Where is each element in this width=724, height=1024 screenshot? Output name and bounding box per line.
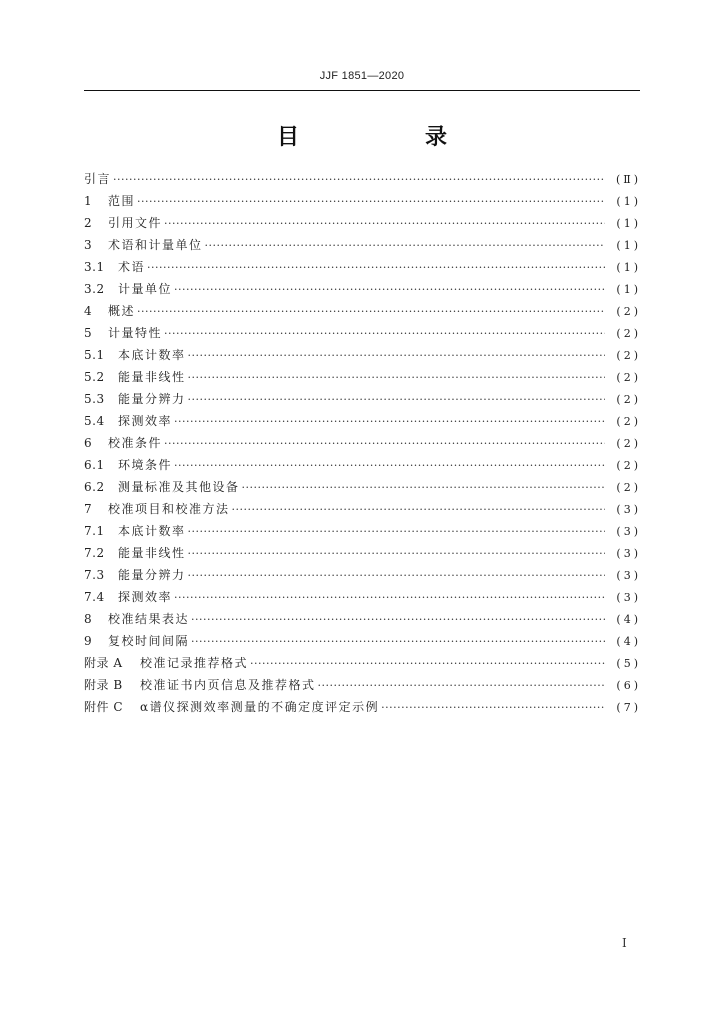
dot-leader — [318, 675, 605, 697]
toc-entry-number: 7 — [84, 502, 93, 516]
toc-entry-title: 探测效率 — [118, 414, 173, 428]
toc-entry[interactable] — [84, 432, 641, 454]
toc-entry-page: (2) — [616, 305, 641, 318]
toc-entry-page: (7) — [616, 701, 641, 714]
toc-entry-title: 能量非线性 — [118, 370, 186, 384]
toc-entry[interactable] — [84, 366, 641, 388]
dot-leader — [164, 433, 605, 455]
toc-entry-title: 计量单位 — [118, 282, 173, 296]
toc-entry-title: 校准结果表达 — [108, 612, 190, 626]
dot-leader — [250, 653, 605, 675]
toc-entry-page: (2) — [616, 327, 641, 340]
toc-entry-number: 6.1 — [84, 458, 105, 472]
toc-entry-number: 7.1 — [84, 524, 105, 538]
dot-leader — [242, 477, 605, 499]
toc-entry-number: 附件 C — [84, 700, 123, 714]
toc-entry-number: 3.1 — [84, 260, 105, 274]
toc-entry-title: 引言 — [84, 172, 112, 186]
toc-entry-title: 校准证书内页信息及推荐格式 — [140, 678, 316, 692]
toc-entry-title: 范围 — [108, 194, 136, 208]
toc-entry-number: 5.4 — [84, 414, 105, 428]
toc-entry-number: 附录 B — [84, 678, 123, 692]
dot-leader — [188, 521, 605, 543]
toc-entry-number: 5.1 — [84, 348, 105, 362]
toc-entry-page: (1) — [616, 195, 641, 208]
toc-entry-number: 2 — [84, 216, 93, 230]
toc-entry-page: (4) — [616, 635, 641, 648]
dot-leader — [191, 631, 605, 653]
toc-entry-page: (1) — [616, 283, 641, 296]
toc-entry[interactable] — [84, 212, 641, 234]
toc-entry-title: 环境条件 — [118, 458, 173, 472]
page-number: I — [622, 936, 627, 950]
toc-entry-number: 6 — [84, 436, 93, 450]
toc-entry-number: 7.2 — [84, 546, 105, 560]
toc-entry-title: 本底计数率 — [118, 524, 186, 538]
toc-entry-page: (3) — [616, 591, 641, 604]
dot-leader — [164, 213, 605, 235]
toc-entry-title: 能量分辨力 — [118, 568, 186, 582]
toc-entry-title: 计量特性 — [108, 326, 163, 340]
toc-entry-page: (1) — [616, 217, 641, 230]
toc-entry[interactable] — [84, 608, 641, 630]
toc-entry-number: 5 — [84, 326, 93, 340]
toc-entry-title: 概述 — [108, 304, 136, 318]
toc-entry-title: 校准项目和校准方法 — [108, 502, 230, 516]
standard-code-header: JJF 1851—2020 — [319, 70, 405, 82]
dot-leader — [164, 323, 605, 345]
toc-entry-page: (Ⅱ) — [615, 173, 641, 186]
toc-entry[interactable] — [84, 476, 641, 498]
toc-entry-number: 3 — [84, 238, 93, 252]
toc-entry-number: 7.3 — [84, 568, 105, 582]
dot-leader — [188, 345, 605, 367]
toc-entry-number: 5.3 — [84, 392, 105, 406]
toc-entry-page: (1) — [616, 239, 641, 252]
toc-entry-page: (1) — [616, 261, 641, 274]
toc-entry-number: 4 — [84, 304, 93, 318]
toc-entry-page: (6) — [616, 679, 641, 692]
dot-leader — [113, 169, 605, 191]
dot-leader — [205, 235, 605, 257]
dot-leader — [174, 455, 605, 477]
table-of-contents — [84, 168, 641, 718]
dot-leader — [381, 697, 605, 719]
toc-entry-page: (4) — [616, 613, 641, 626]
toc-entry[interactable] — [84, 322, 641, 344]
toc-entry-title: 能量分辨力 — [118, 392, 186, 406]
toc-entry[interactable] — [84, 256, 641, 278]
toc-entry-page: (3) — [616, 503, 641, 516]
dot-leader — [188, 565, 605, 587]
dot-leader — [137, 191, 605, 213]
dot-leader — [137, 301, 605, 323]
toc-entry-title: 本底计数率 — [118, 348, 186, 362]
toc-entry-page: (2) — [616, 393, 641, 406]
toc-entry-page: (2) — [616, 349, 641, 362]
toc-entry[interactable] — [84, 278, 641, 300]
toc-entry-title: 能量非线性 — [118, 546, 186, 560]
toc-entry-page: (2) — [616, 459, 641, 472]
toc-entry-title: 引用文件 — [108, 216, 163, 230]
toc-entry-title: 测量标准及其他设备 — [118, 480, 240, 494]
toc-entry-title: α谱仪探测效率测量的不确定度评定示例 — [140, 700, 380, 714]
toc-entry[interactable] — [84, 498, 641, 520]
toc-entry-page: (2) — [616, 481, 641, 494]
toc-entry-number: 3.2 — [84, 282, 105, 296]
toc-entry[interactable] — [84, 190, 641, 212]
toc-entry-page: (3) — [616, 547, 641, 560]
dot-leader — [191, 609, 605, 631]
toc-entry[interactable] — [84, 564, 641, 586]
toc-entry[interactable] — [84, 454, 641, 476]
toc-entry-title: 探测效率 — [118, 590, 173, 604]
toc-entry[interactable] — [84, 388, 641, 410]
toc-entry-appendix[interactable] — [84, 652, 641, 674]
toc-entry[interactable] — [84, 520, 641, 542]
toc-entry[interactable] — [84, 586, 641, 608]
dot-leader — [174, 279, 605, 301]
dot-leader — [188, 389, 605, 411]
dot-leader — [188, 367, 605, 389]
toc-entry-number: 9 — [84, 634, 93, 648]
dot-leader — [174, 411, 605, 433]
dot-leader — [174, 587, 605, 609]
toc-entry-title: 术语 — [118, 260, 146, 274]
toc-entry[interactable] — [84, 630, 641, 652]
toc-entry[interactable] — [84, 234, 641, 256]
dot-leader — [147, 257, 605, 279]
toc-entry-appendix[interactable] — [84, 696, 641, 718]
toc-entry[interactable] — [84, 542, 641, 564]
toc-entry-page: (3) — [616, 569, 641, 582]
dot-leader — [188, 543, 605, 565]
toc-entry-page: (2) — [616, 371, 641, 384]
toc-entry-page: (3) — [616, 525, 641, 538]
dot-leader — [232, 499, 605, 521]
toc-entry-page: (2) — [616, 415, 641, 428]
toc-entry-title: 校准条件 — [108, 436, 163, 450]
toc-entry[interactable] — [84, 410, 641, 432]
toc-title: 目 录 — [276, 125, 499, 150]
toc-entry-number: 5.2 — [84, 370, 105, 384]
toc-entry-title: 术语和计量单位 — [108, 238, 203, 252]
toc-entry-title: 复校时间间隔 — [108, 634, 190, 648]
toc-entry-appendix[interactable] — [84, 674, 641, 696]
toc-entry-number: 8 — [84, 612, 93, 626]
toc-entry-number: 附录 A — [84, 656, 123, 670]
toc-entry[interactable] — [84, 344, 641, 366]
toc-entry-title: 校准记录推荐格式 — [140, 656, 249, 670]
toc-entry-page: (2) — [616, 437, 641, 450]
toc-entry-number: 6.2 — [84, 480, 105, 494]
toc-entry-introduction[interactable] — [84, 168, 641, 190]
toc-entry[interactable] — [84, 300, 641, 322]
toc-entry-number: 1 — [84, 194, 93, 208]
header-divider — [84, 90, 640, 91]
toc-entry-page: (5) — [616, 657, 641, 670]
toc-entry-number: 7.4 — [84, 590, 105, 604]
